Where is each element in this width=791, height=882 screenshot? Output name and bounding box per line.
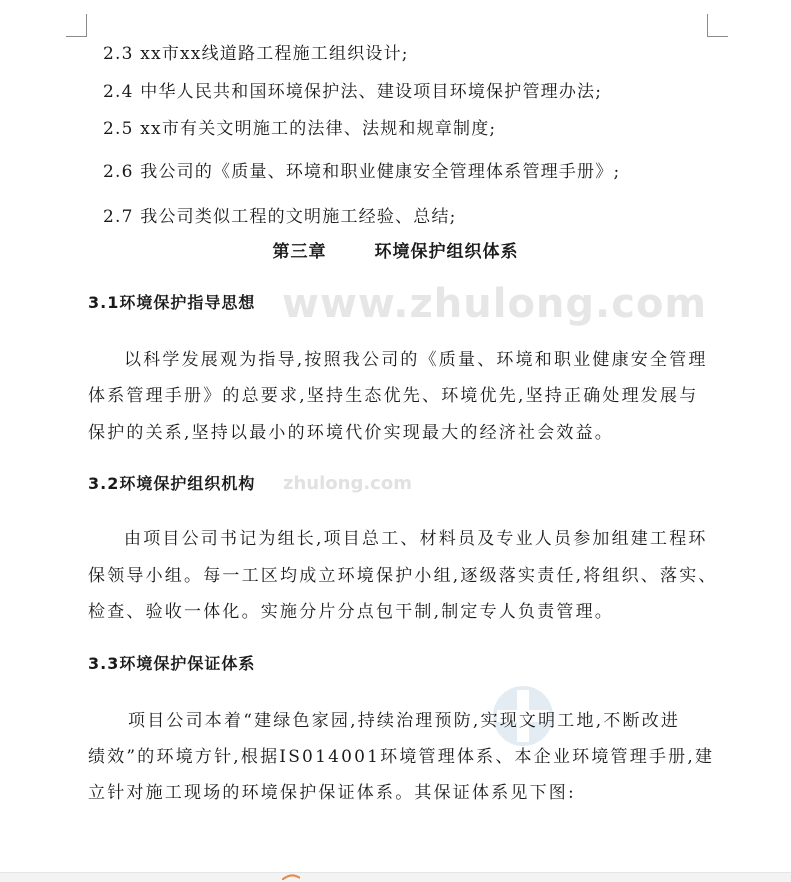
paragraph-3-2-line-2: 保领导小组。每一工区均成立环境保护小组,逐级落实责任,将组织、落实、 [88,566,718,586]
list-item-2-6: 2.6 我公司的《质量、环境和职业健康安全管理体系管理手册》; [103,162,621,182]
paragraph-3-2-line-1: 由项目公司书记为组长,项目总工、材料员及专业人员参加组建工程环 [124,529,708,549]
crop-mark-top-right [707,14,728,37]
watermark-small: zhulong.com [283,473,412,494]
paragraph-3-3-line-3: 立针对施工现场的环境保护保证体系。其保证体系见下图: [88,783,576,803]
paragraph-3-1-line-3: 保护的关系,坚持以最小的环境代价实现最大的经济社会效益。 [88,423,615,443]
section-heading-3-3: 3.3环境保护保证体系 [88,654,256,673]
paragraph-3-1-line-2: 体系管理手册》的总要求,坚持生态优先、环境优先,坚持正确处理发展与 [88,386,699,406]
paragraph-3-3-line-1: 项目公司本着“建绿色家园,持续治理预防,实现文明工地,不断改进 [128,711,681,731]
chapter-number: 第三章 [272,242,327,262]
paragraph-3-1-line-1: 以科学发展观为指导,按照我公司的《质量、环境和职业健康安全管理 [124,350,708,370]
list-item-2-7: 2.7 我公司类似工程的文明施工经验、总结; [103,207,457,227]
paragraph-3-3-line-2: 绩效”的环境方针,根据IS014001环境管理体系、本企业环境管理手册,建 [88,747,715,767]
section-heading-3-1: 3.1环境保护指导思想 [88,293,256,312]
chapter-title: 环境保护组织体系 [374,242,519,262]
section-heading-3-2: 3.2环境保护组织机构 [88,474,256,493]
bottom-orange-mark-icon [282,874,300,880]
chapter-heading [0,237,791,262]
watermark-large: www.zhulong.com [282,281,708,327]
list-item-2-3: 2.3 xx市xx线道路工程施工组织设计; [103,44,409,64]
crop-mark-top-left [66,14,87,37]
page-bottom-edge [0,872,791,882]
list-item-2-4: 2.4 中华人民共和国环境保护法、建设项目环境保护管理办法; [103,82,603,102]
list-item-2-5: 2.5 xx市有关文明施工的法律、法规和规章制度; [103,119,497,139]
paragraph-3-2-line-3: 检查、验收一体化。实施分片分点包干制,制定专人负责管理。 [88,602,615,622]
